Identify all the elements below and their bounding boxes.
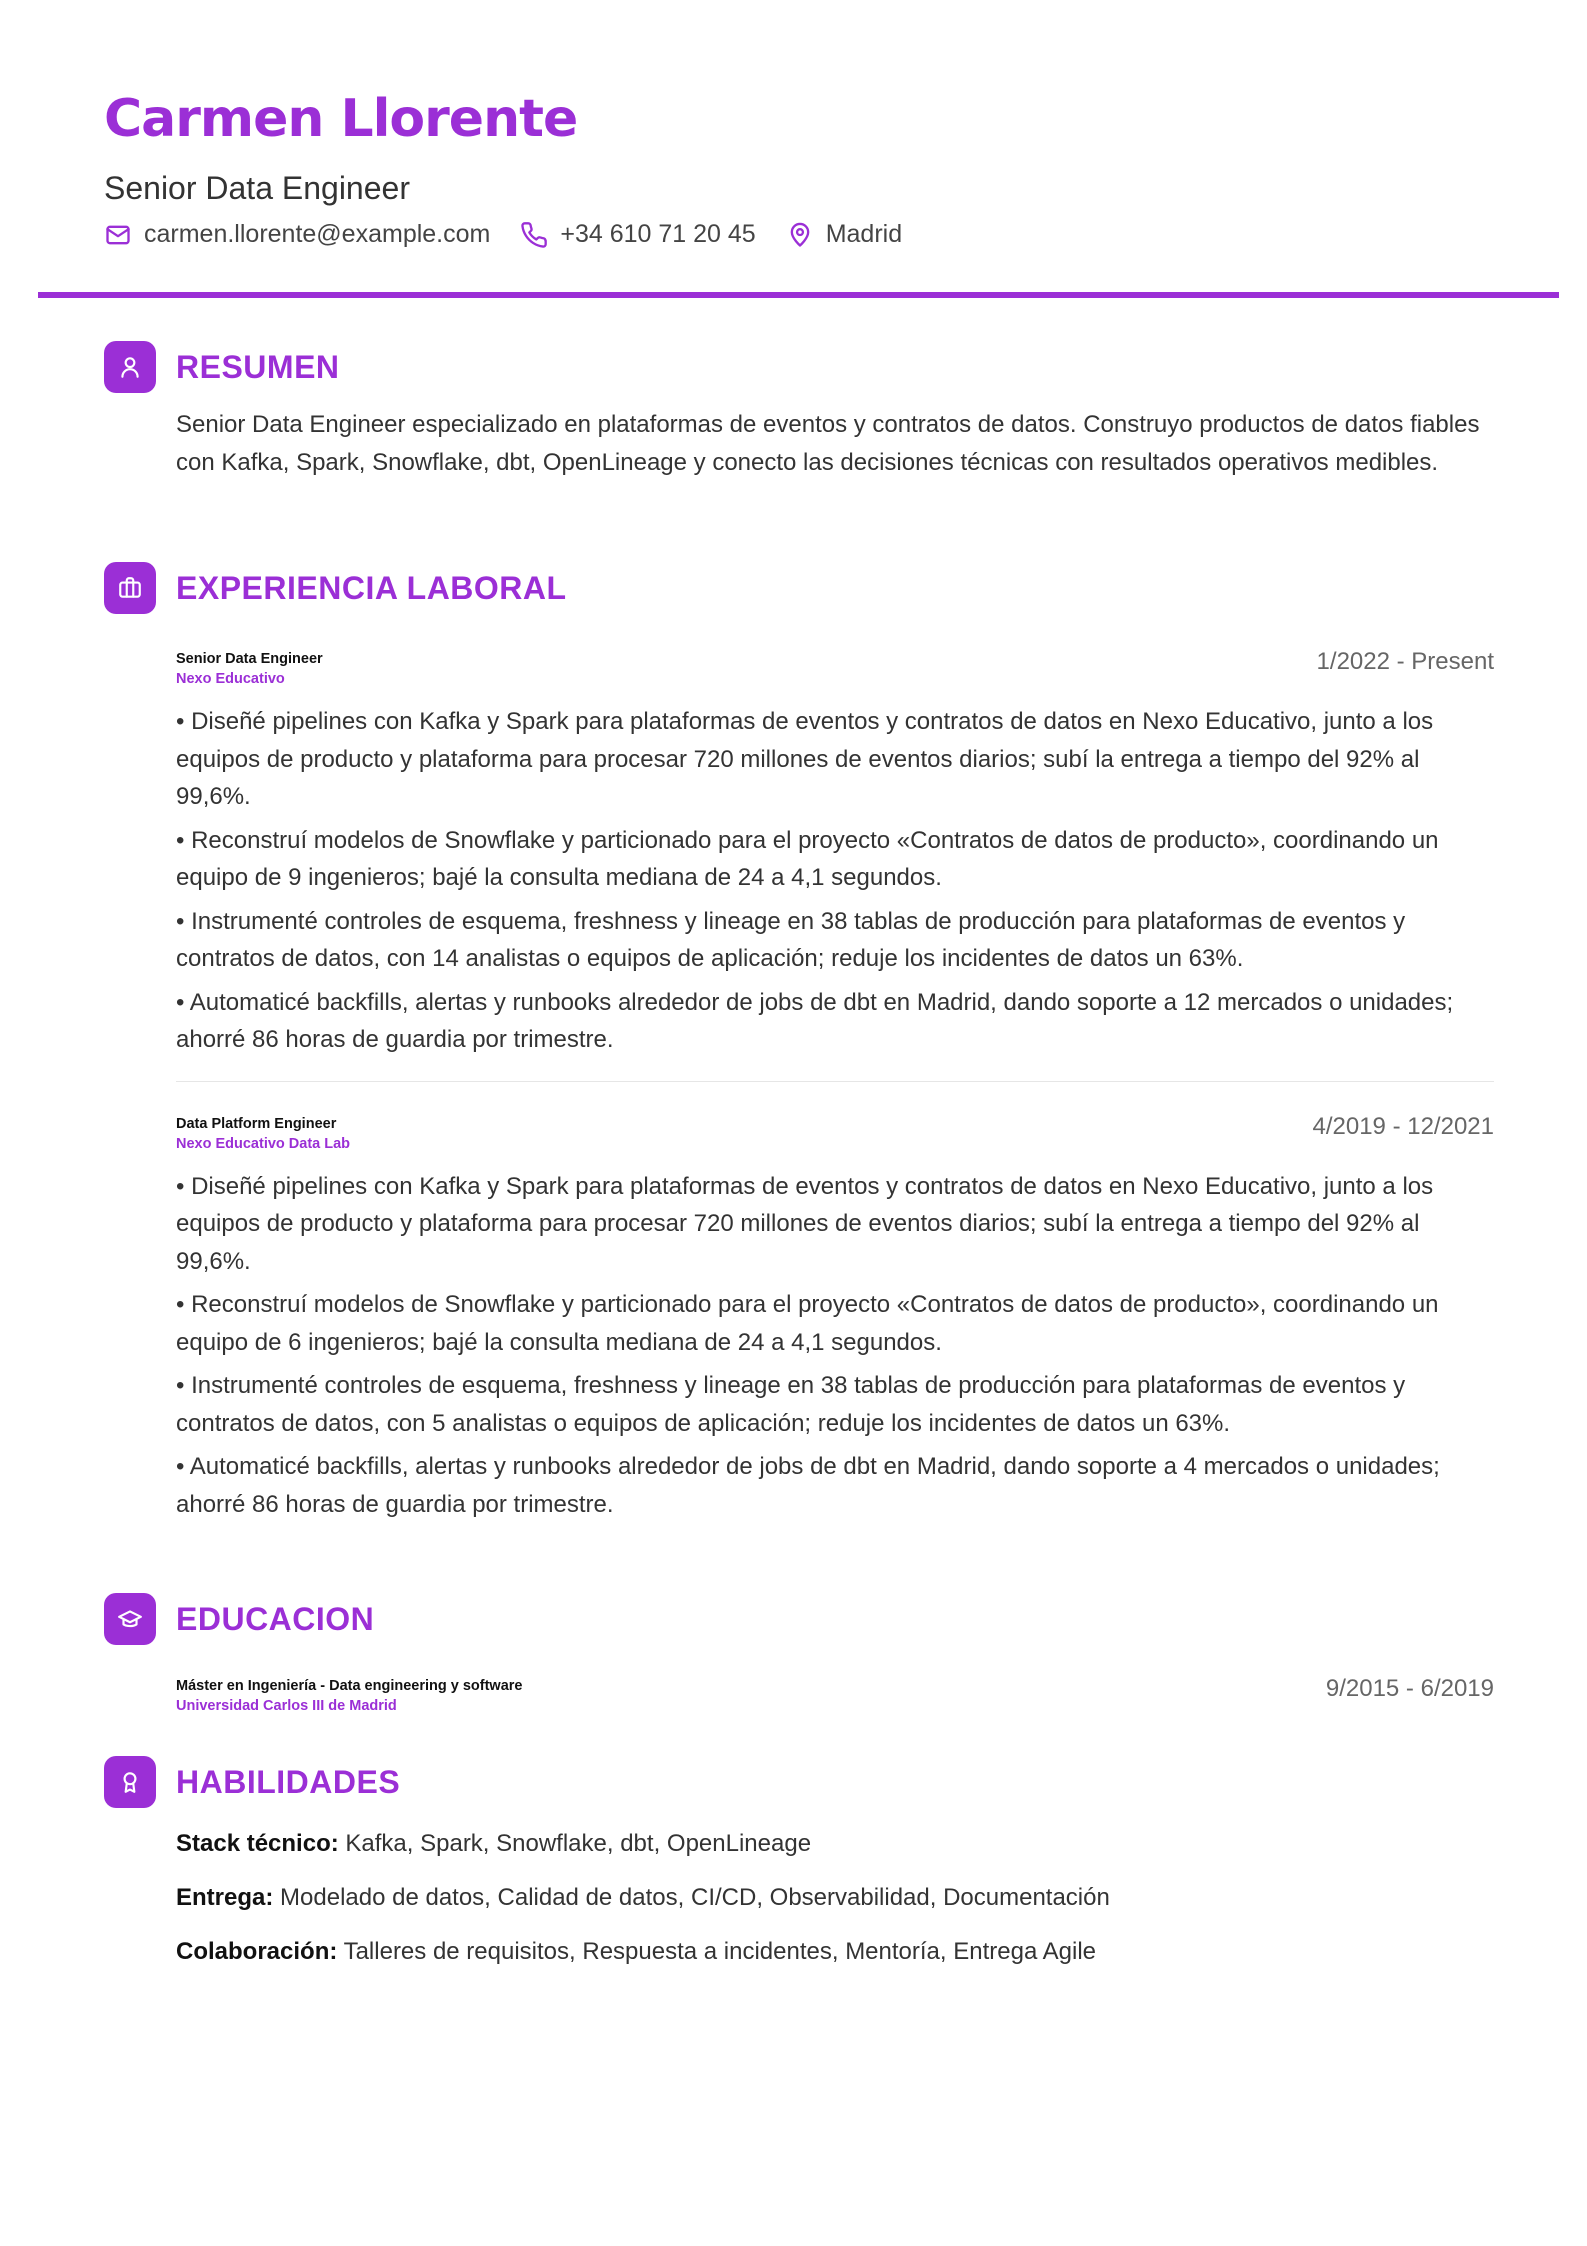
contact-row: [104, 220, 1504, 249]
section-experience: [104, 561, 1494, 1529]
job-separator: [176, 1081, 1494, 1082]
section-header: [104, 561, 1494, 615]
skill-label: Colaboración:: [176, 1938, 338, 1965]
graduation-cap-icon: [117, 1606, 143, 1632]
section-summary: [104, 340, 1494, 481]
job-header: [176, 1114, 1494, 1154]
section-education: [104, 1592, 1494, 1716]
job-dates: 4/2019 - 12/2021: [1312, 1112, 1494, 1140]
section-skills: [104, 1755, 1494, 1991]
job-bullet: • Automaticé backfills, alertas y runbooks alrededor de jobs de dbt en Madrid, dando soporte a 4 mercados o unidades; ahorré 86 horas de guardia por trimestre.: [176, 1453, 1440, 1518]
job-title: Data Platform Engineer: [176, 1115, 337, 1132]
school-name: Universidad Carlos III de Madrid: [176, 1698, 397, 1714]
job-organization: Nexo Educativo: [176, 671, 285, 687]
candidate-name: Carmen Llorente: [104, 89, 578, 149]
section-header: [104, 340, 1494, 394]
phone-icon: [520, 221, 548, 249]
resume-header: [104, 84, 1504, 249]
job-bullet: • Diseñé pipelines con Kafka y Spark para plataformas de eventos y contratos de datos en Nexo Educativo, junto a los equipos de producto y plataforma para procesar 720 millones de eventos diarios; subí la entrega a tiempo del 92% al 99,6%.: [176, 708, 1434, 810]
skill-row: [176, 1829, 1494, 1859]
contact-email[interactable]: [104, 220, 490, 249]
summary-text: Senior Data Engineer especializado en plataformas de eventos y contratos de datos. Construyo productos de datos fiables con Kafka, Spark, Snowflake, dbt, OpenLineage y conecto las decisiones técnicas con resultados operativos medibles.: [176, 411, 1480, 476]
section-header: [104, 1755, 1494, 1809]
candidate-role: Senior Data Engineer: [104, 170, 410, 206]
degree-title: Máster en Ingeniería - Data engineering y software: [176, 1678, 523, 1694]
section-icon-badge: [104, 1756, 156, 1808]
briefcase-icon: [117, 575, 143, 601]
section-title: RESUMEN: [176, 348, 340, 385]
section-title: HABILIDADES: [176, 1763, 401, 1800]
phone-text: +34 610 71 20 45: [560, 220, 756, 248]
job-dates: 1/2022 - Present: [1316, 648, 1494, 675]
job-bullet: • Instrumenté controles de esquema, freshness y lineage en 38 tablas de producción para plataformas de eventos y contratos de datos, con 5 analistas o equipos de aplicación; reduje los incidentes de datos un 63%.: [176, 1372, 1406, 1437]
section-title: EDUCACION: [176, 1600, 375, 1637]
job-bullets: [176, 1168, 1494, 1524]
email-text: carmen.llorente@example.com: [144, 220, 491, 248]
contact-phone[interactable]: [520, 220, 755, 249]
job-bullet: • Automaticé backfills, alertas y runbooks alrededor de jobs de dbt en Madrid, dando soporte a 12 mercados o unidades; ahorré 86 horas de guardia por trimestre.: [176, 988, 1454, 1053]
job-bullets: [176, 703, 1494, 1059]
location-text: Madrid: [825, 220, 903, 248]
contact-location: [786, 220, 902, 249]
location-pin-icon: [786, 221, 814, 249]
skill-value: Modelado de datos, Calidad de datos, CI/CD, Observabilidad, Documentación: [273, 1884, 1110, 1911]
section-icon-badge: [104, 1593, 156, 1645]
job-title: Senior Data Engineer: [176, 651, 323, 667]
education-entry: [176, 1676, 1494, 1716]
job-bullet: • Instrumenté controles de esquema, freshness y lineage en 38 tablas de producción para plataformas de eventos y contratos de datos, con 14 analistas o equipos de aplicación; reduje los incidentes de datos un 63%.: [176, 907, 1406, 972]
section-icon-badge: [104, 562, 156, 614]
job-entry: [176, 649, 1494, 1059]
education-dates: 9/2015 - 6/2019: [1325, 1675, 1494, 1702]
job-header: [176, 649, 1494, 689]
job-bullet: • Reconstruí modelos de Snowflake y particionado para el proyecto «Contratos de datos de producto», coordinando un equipo de 9 ingenieros; bajé la consulta mediana de 24 a 4,1 segundos.: [176, 826, 1439, 891]
section-title: EXPERIENCIA LABORAL: [176, 569, 567, 606]
skill-value: Talleres de requisitos, Respuesta a incidentes, Mentoría, Entrega Agile: [337, 1938, 1097, 1965]
header-divider: [38, 292, 1559, 298]
person-icon: [117, 354, 143, 380]
section-icon-badge: [104, 341, 156, 393]
job-bullet: • Reconstruí modelos de Snowflake y particionado para el proyecto «Contratos de datos de producto», coordinando un equipo de 6 ingenieros; bajé la consulta mediana de 24 a 4,1 segundos.: [176, 1291, 1439, 1356]
skill-row: [176, 1937, 1494, 1967]
skill-row: [176, 1883, 1494, 1913]
job-bullet: • Diseñé pipelines con Kafka y Spark para plataformas de eventos y contratos de datos en Nexo Educativo, junto a los equipos de producto y plataforma para procesar 720 millones de eventos diarios; subí la entrega a tiempo del 92% al 99,6%.: [176, 1172, 1434, 1275]
job-organization: Nexo Educativo Data Lab: [176, 1135, 351, 1152]
section-header: [104, 1592, 1494, 1646]
skill-label: Entrega:: [176, 1884, 274, 1911]
award-icon: [117, 1769, 143, 1795]
skill-value: Kafka, Spark, Snowflake, dbt, OpenLineage: [338, 1830, 812, 1857]
job-entry: [176, 1114, 1494, 1524]
mail-icon: [104, 221, 132, 249]
skill-label: Stack técnico:: [176, 1830, 339, 1857]
